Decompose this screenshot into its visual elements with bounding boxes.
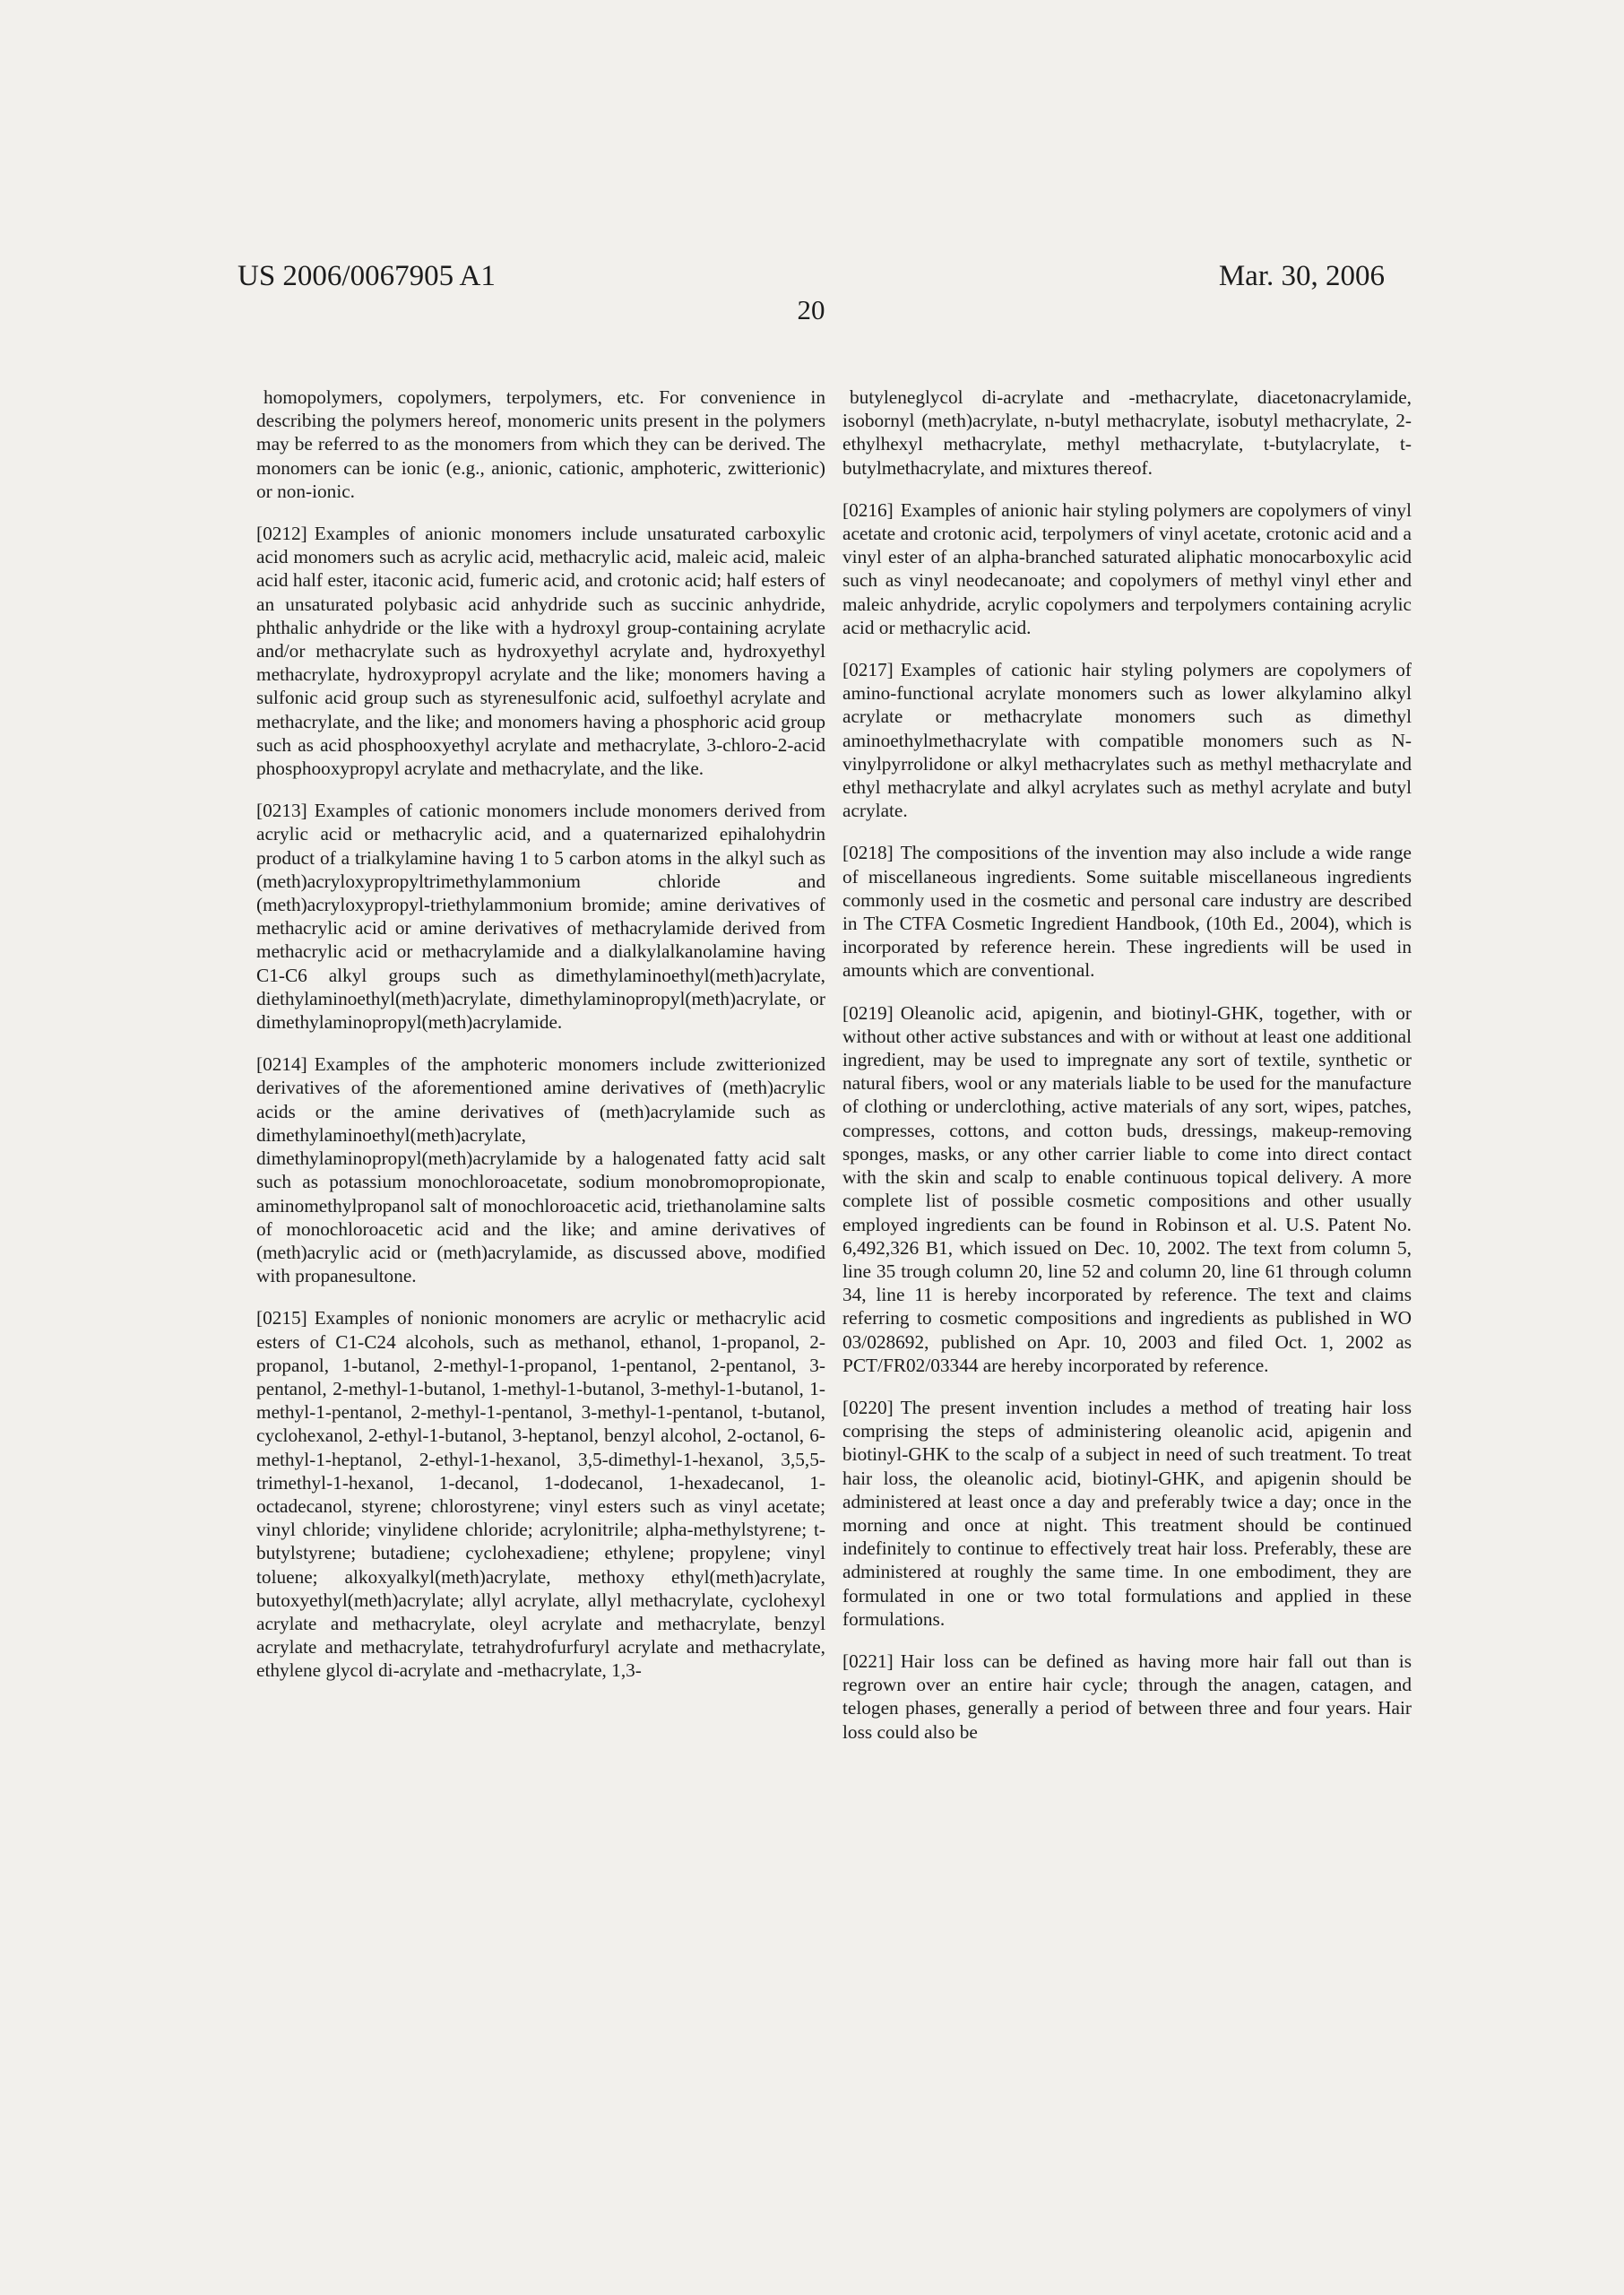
paragraph [256, 1052, 825, 1287]
paragraph [256, 1306, 825, 1682]
paragraph [842, 1396, 1412, 1631]
paragraph-text: Oleanolic acid, apigenin, and biotinyl-GHK, together, with or without other active substances and with or without at least one additional ingredient, may be used to impregnate any sort of textile, synthetic or natural fibers, wool or any materials liable to be used for the manufacture of clothing or underclothing, active materials of any sort, wipes, patches, compresses, cottons, and cotton buds, dressings, makeup-removing sponges, masks, or any other carrier liable to come into direct contact with the skin and scalp to enable continuous topical delivery. A more complete list of possible cosmetic compositions and other usually employed ingredients can be found in Robinson et al. U.S. Patent No. 6,492,326 B1, which issued on Dec. 10, 2002. The text from column 5, line 35 trough column 20, line 52 and column 20, line 61 through column 34, line 11 is hereby incorporated by reference. The text and claims referring to cosmetic compositions and ingredients as published in WO 03/028692, published on Apr. 10, 2003 and filed Oct. 1, 2002 as PCT/FR02/03344 are hereby incorporated by reference. [842, 1001, 1412, 1376]
paragraph-text: butyleneglycol di-acrylate and -methacrylate, diacetonacrylamide, isobornyl (meth)acrylate, n-butyl methacrylate, isobutyl methacrylate, 2-ethylhexyl methacrylate, methyl methacrylate, t-butylacrylate, t-butylmethacrylate, and mixtures thereof. [842, 386, 1412, 479]
paragraph-text: Examples of anionic hair styling polymers are copolymers of vinyl acetate and crotonic acid, terpolymers of vinyl acetate, crotonic acid and a vinyl ester of an alpha-branched saturated aliphatic monocarboxylic acid such as vinyl neodecanoate; and copolymers of methyl vinyl ether and maleic anhydride, acrylic copolymers and terpolymers containing acrylic acid or methacrylic acid. [842, 498, 1412, 638]
paragraph-text: Hair loss can be defined as having more hair fall out than is regrown over an entire hair cycle; through the anagen, catagen, and telogen phases, generally a period of between three and four years. Hair loss could also be [842, 1650, 1412, 1743]
paragraph-text: Examples of cationic monomers include monomers derived from acrylic acid or methacrylic acid, and a quaternarized epihalohydrin product of a trialkylamine having 1 to 5 carbon atoms in the alkyl such as (meth)acryloxypropyltrimethylammonium chloride and (meth)acryloxypropyl-triethylammonium bromide; amine derivatives of methacrylic acid or amine derivatives of methacrylamide derived from methacrylic acid or methacrylamide and a dialkylalkanolamine having C1-C6 alkyl groups such as dimethylaminoethyl(meth)acrylate, diethylaminoethyl(meth)acrylate, dimethylaminopropyl(meth)acrylate, or dimethylaminopropyl(meth)acrylamide. [256, 800, 825, 1034]
paragraph [256, 799, 825, 1034]
paragraph [842, 1650, 1412, 1744]
paragraph-text: Examples of anionic monomers include unsaturated carboxylic acid monomers such as acrylic acid, methacrylic acid, maleic acid, maleic acid half ester, itaconic acid, fumeric acid, and crotonic acid; half esters of an unsaturated polybasic acid anhydride such as succinic anhydride, phthalic anhydride or the like with a hydroxyl group-containing acrylate and/or methacrylate such as hydroxyethyl acrylate and, hydroxyethyl methacrylate, hydroxypropyl acrylate and the like; monomers having a sulfonic acid group such as styrenesulfonic acid, sulfoethyl acrylate and methacrylate, and the like; and monomers having a phosphoric acid group such as acid phosphooxyethyl acrylate and methacrylate, 3-chloro-2-acid phosphooxypropyl acrylate and methacrylate, and the like. [256, 523, 825, 780]
paragraph [256, 385, 825, 503]
paragraph [842, 658, 1412, 822]
paragraph [256, 522, 825, 780]
paragraph-text: Examples of the amphoteric monomers include zwitterionized derivatives of the aforementioned amine derivatives of (meth)acrylic acids or the amine derivatives of (meth)acrylamide such as dimethylaminoethyl(meth)acrylate, dimethylaminopropyl(meth)acrylamide by a halogenated fatty acid salt such as potassium monochloroacetate, sodium monobromopropionate, aminomethylpropanol salt of monochloroacetic acid, triethanolamine salts of monochloroacetic acid and the like; and amine derivatives of (meth)acrylic acid or (meth)acrylamide, as discussed above, modified with propanesultone. [256, 1053, 825, 1287]
paragraph-number: [0219] [842, 1001, 894, 1024]
paragraph-number: [0217] [842, 659, 894, 681]
publication-number: US 2006/0067905 A1 [238, 260, 496, 292]
paragraph-number: [0218] [842, 842, 894, 864]
left-column [256, 385, 825, 1702]
paragraph [842, 1001, 1412, 1377]
paragraph-text: The present invention includes a method of treating hair loss comprising the steps of administering oleanolic acid, apigenin and biotinyl-GHK to the scalp of a subject in need of such treatment. To treat hair loss, the oleanolic acid, biotinyl-GHK, and apigenin should be administered at least once a day and preferably twice a day; once in the morning and once at night. This treatment should be continued indefinitely to continue to effectively treat hair loss. Preferably, these are administered at roughly the same time. In one embodiment, they are formulated in one or two total formulations and applied in these formulations. [842, 1396, 1412, 1630]
paragraph-number: [0216] [842, 498, 894, 521]
paragraph-number: [0214] [256, 1053, 307, 1076]
paragraph-text: homopolymers, copolymers, terpolymers, etc. For convenience in describing the polymers hereof, monomeric units present in the polymers may be referred to as the monomers from which they can be derived. The monomers can be ionic (e.g., anionic, cationic, amphoteric, zwitterionic) or non-ionic. [256, 386, 825, 502]
paragraph-number: [0215] [256, 1307, 307, 1329]
paragraph-number: [0212] [256, 523, 307, 545]
paragraph-text: Examples of nonionic monomers are acrylic or methacrylic acid esters of C1-C24 alcohols, such as methanol, ethanol, 1-propanol, 2-propanol, 1-butanol, 2-methyl-1-propanol, 1-pentanol, 2-pentanol, 3-pentanol, 2-methyl-1-butanol, 1-methyl-1-butanol, 3-methyl-1-butanol, 1-methyl-1-pentanol, 2-methyl-1-pentanol, 3-methyl-1-pentanol, t-butanol, cyclohexanol, 2-ethyl-1-butanol, 3-heptanol, benzyl alcohol, 2-octanol, 6-methyl-1-heptanol, 2-ethyl-1-hexanol, 3,5-dimethyl-1-hexanol, 3,5,5-trimethyl-1-hexanol, 1-decanol, 1-dodecanol, 1-hexadecanol, 1-octadecanol, styrene; chlorostyrene; vinyl esters such as vinyl acetate; vinyl chloride; vinylidene chloride; acrylonitrile; alpha-methylstyrene; t-butylstyrene; butadiene; cyclohexadiene; ethylene; propylene; vinyl toluene; alkoxyalkyl(meth)acrylate, methoxy ethyl(meth)acrylate, butoxyethyl(meth)acrylate; allyl acrylate, allyl methacrylate, cyclohexyl acrylate and methacrylate, oleyl acrylate and methacrylate, benzyl acrylate and methacrylate, tetrahydrofurfuryl acrylate and methacrylate, ethylene glycol di-acrylate and -methacrylate, 1,3- [256, 1307, 825, 1682]
paragraph-number: [0213] [256, 800, 307, 822]
publication-date: Mar. 30, 2006 [1218, 260, 1385, 292]
paragraph [842, 841, 1412, 982]
page-header [238, 260, 1385, 325]
right-column [842, 385, 1412, 1762]
paragraph-number: [0221] [842, 1650, 894, 1672]
paragraph-text: The compositions of the invention may also include a wide range of miscellaneous ingredients. Some suitable miscellaneous ingredients commonly used in the cosmetic and personal care industry are described in The CTFA Cosmetic Ingredient Handbook, (10th Ed., 2004), which is incorporated by reference herein. These ingredients will be used in amounts which are conventional. [842, 842, 1412, 982]
paragraph-text: Examples of cationic hair styling polymers are copolymers of amino-functional acrylate monomers such as lower alkylamino alkyl acrylate or methacrylate monomers such as dimethyl aminoethylmethacrylate with compatible monomers such as N-vinylpyrrolidone or alkyl methacrylates such as methyl methacrylate and ethyl methacrylate and alkyl acrylates such as methyl acrylate and butyl acrylate. [842, 659, 1412, 822]
paragraph [842, 498, 1412, 639]
paragraph [842, 385, 1412, 480]
page-number: 20 [797, 294, 825, 325]
paragraph-number: [0220] [842, 1396, 894, 1418]
